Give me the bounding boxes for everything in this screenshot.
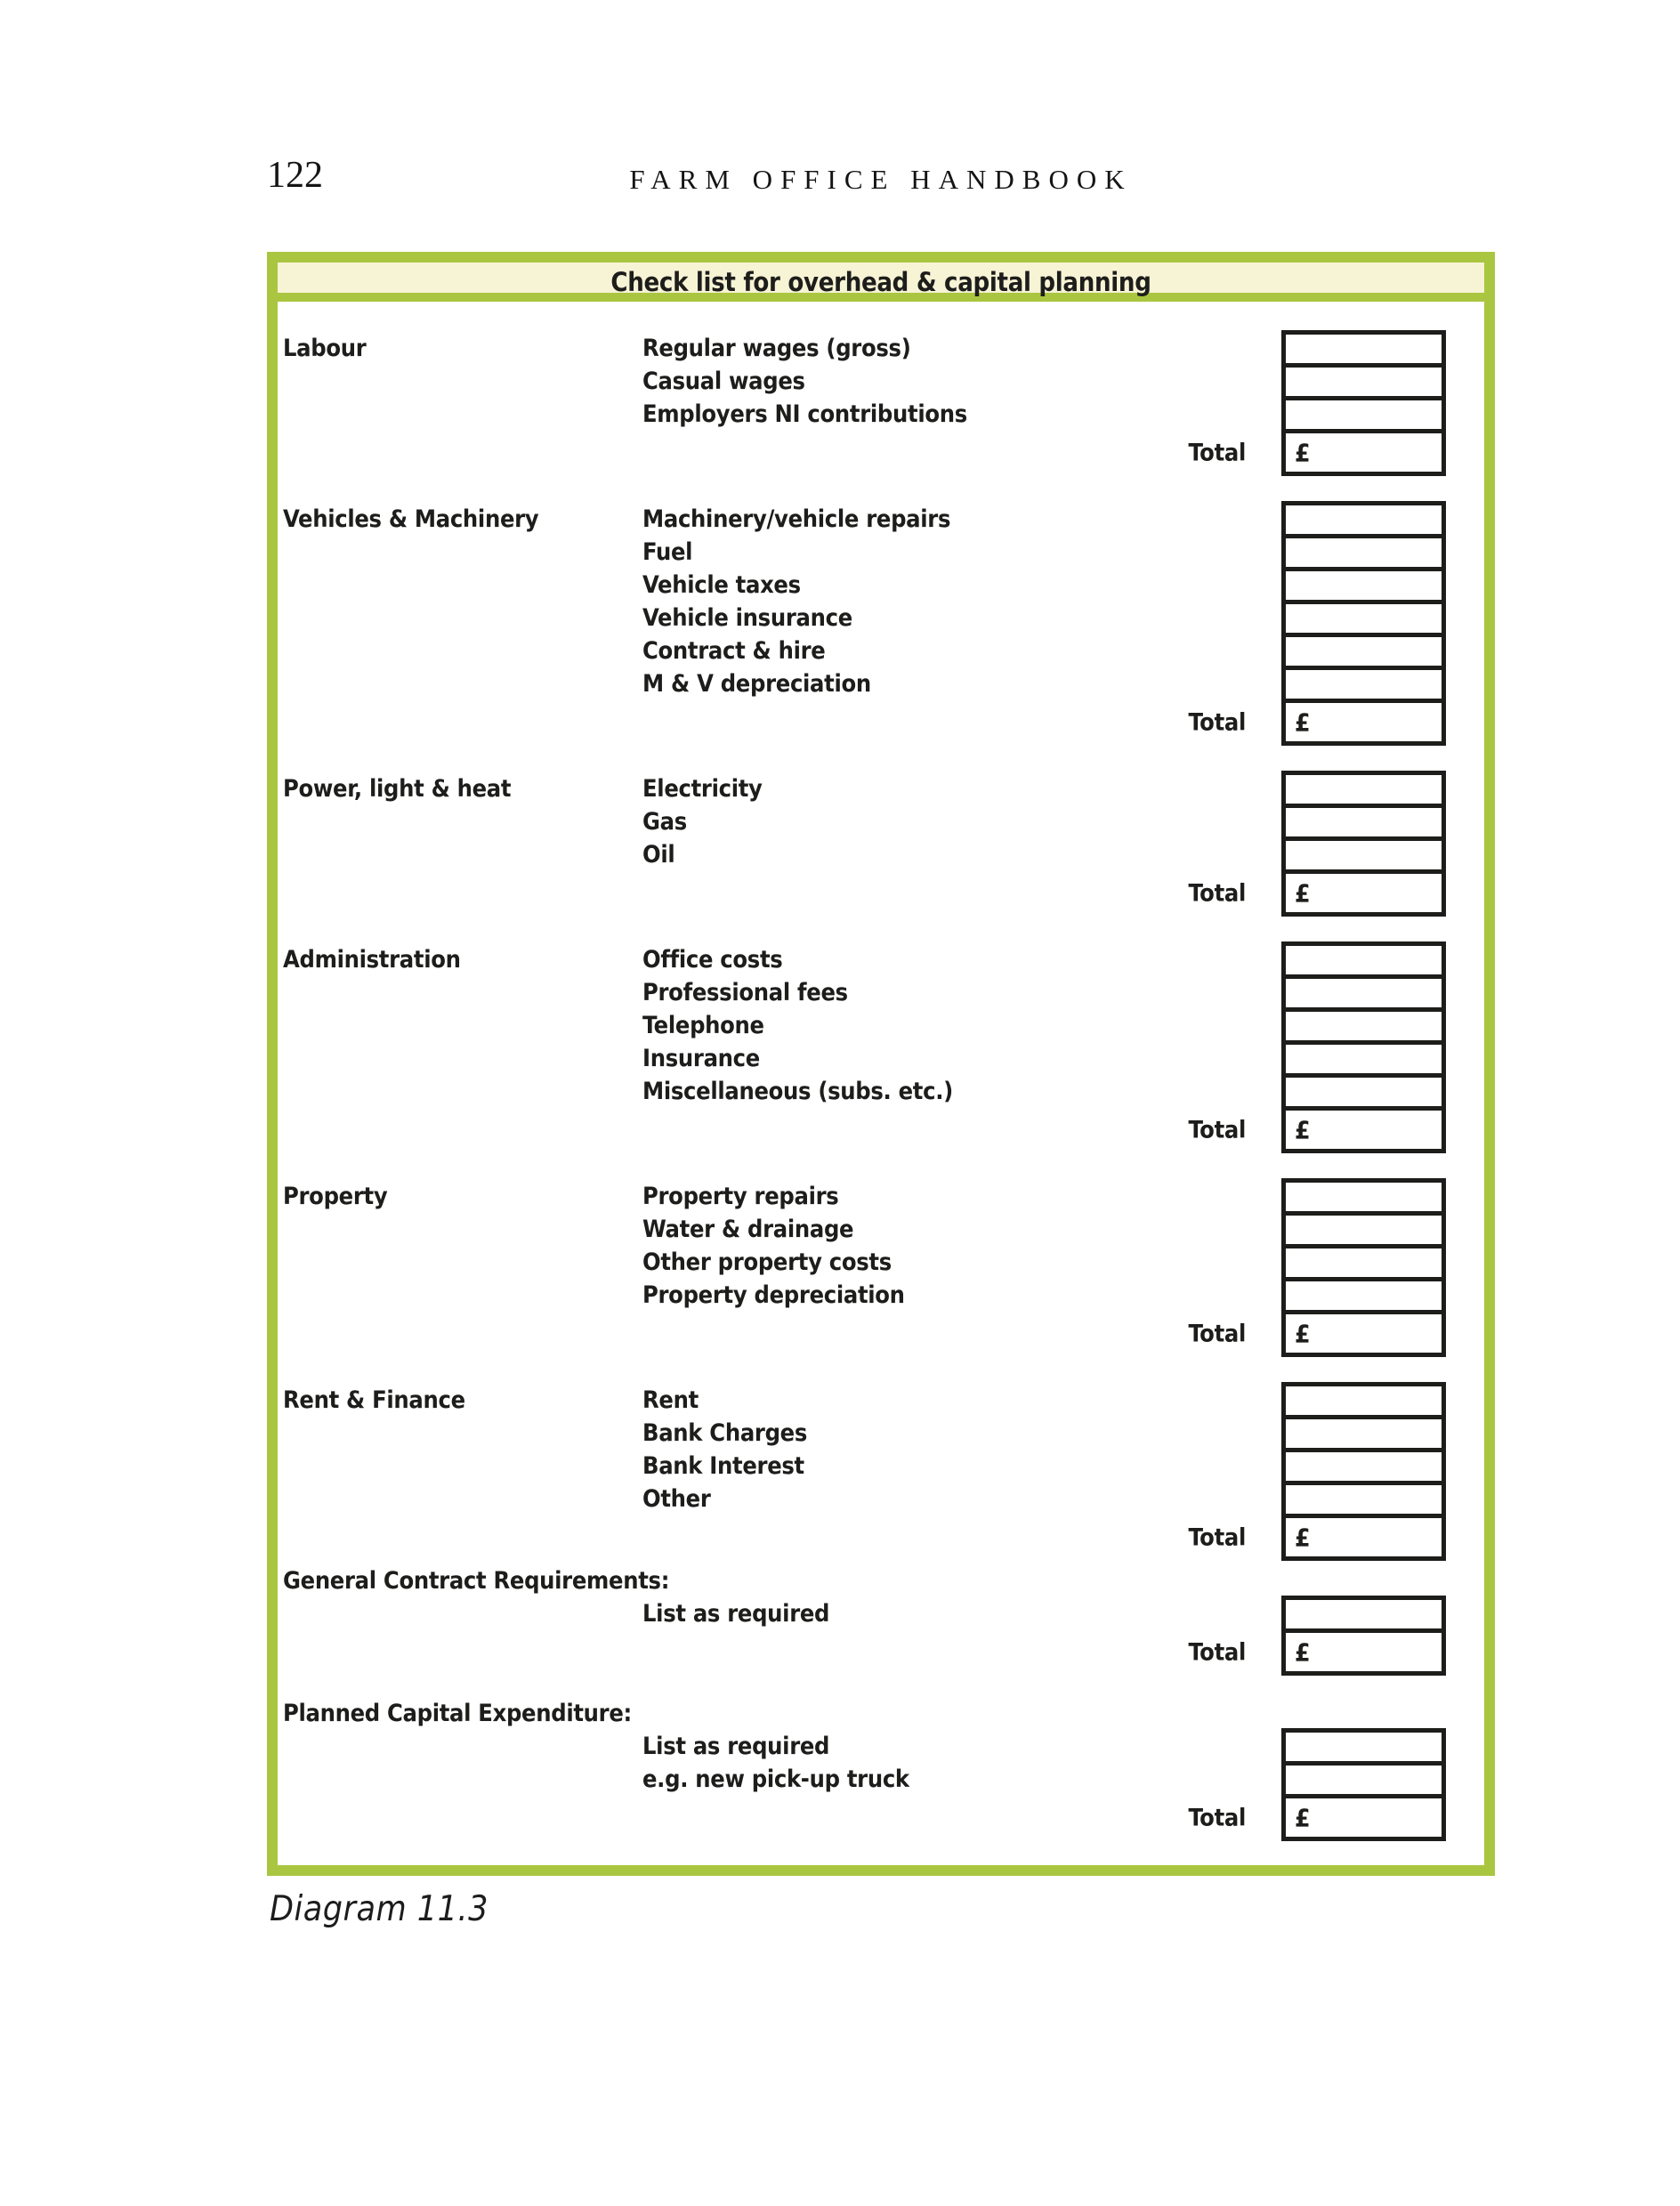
item-label: Casual wages — [642, 368, 805, 395]
total-label: Total — [1188, 439, 1246, 466]
item-label: Employers NI contributions — [642, 400, 967, 428]
entry-box — [1281, 1481, 1446, 1518]
diagram-caption: Diagram 11.3 — [270, 1889, 489, 1929]
item-label: M & V depreciation — [642, 670, 871, 698]
form-section-property — [283, 1180, 1446, 1357]
form-section-power-light-heat — [283, 772, 1446, 917]
section-boxes — [1188, 503, 1446, 746]
item-label: Property repairs — [642, 1183, 839, 1210]
item-label: Contract & hire — [642, 637, 826, 665]
section-items — [642, 1730, 1281, 1796]
box-stack — [1188, 1382, 1446, 1561]
section-items — [642, 1180, 1281, 1312]
form-section-vehicles-machinery — [283, 503, 1446, 746]
item-label: Professional fees — [642, 979, 848, 1006]
entry-box — [1281, 396, 1446, 433]
total-box — [1188, 1628, 1446, 1676]
checklist-frame — [267, 252, 1495, 1876]
pound-symbol: £ — [1295, 1637, 1311, 1667]
item-label: List as required — [642, 1733, 830, 1760]
section-items — [642, 1597, 1281, 1630]
item-label: Insurance — [642, 1045, 760, 1072]
entry-box — [1281, 363, 1446, 400]
total-box — [1188, 429, 1446, 476]
item-label: Oil — [642, 841, 675, 869]
total-label: Total — [1188, 1804, 1246, 1831]
section-items — [642, 503, 1281, 700]
section-row — [642, 943, 1446, 1153]
section-boxes — [1188, 1384, 1446, 1561]
section-row — [642, 1730, 1446, 1841]
item-label: List as required — [642, 1600, 830, 1628]
entry-box — [1281, 1244, 1446, 1281]
item-label: Bank Interest — [642, 1452, 804, 1480]
pound-symbol: £ — [1295, 1115, 1311, 1144]
entry-box — [1281, 1761, 1446, 1798]
section-label: Labour — [283, 335, 367, 362]
entry-box — [1281, 501, 1446, 538]
total-label: Total — [1188, 879, 1246, 907]
section-row — [642, 1597, 1446, 1676]
box-stack — [1188, 1178, 1446, 1357]
entry-box — [1281, 1596, 1446, 1633]
section-label: Vehicles & Machinery — [283, 505, 539, 533]
entry-box — [1281, 1073, 1446, 1111]
form-section-labour — [283, 332, 1446, 476]
entry-box — [1281, 1415, 1446, 1452]
entry-box — [1281, 941, 1446, 979]
section-row — [642, 772, 1446, 917]
item-label: Bank Charges — [642, 1419, 808, 1447]
entry-box — [1281, 600, 1446, 637]
section-label: Planned Capital Expenditure: — [283, 1700, 632, 1727]
section-boxes — [1188, 1180, 1446, 1357]
entry-box — [1281, 534, 1446, 571]
section-row — [642, 332, 1446, 476]
total-box — [1188, 869, 1446, 917]
item-label: Regular wages (gross) — [642, 335, 911, 362]
total-box — [1188, 1310, 1446, 1357]
entry-box — [1281, 1211, 1446, 1248]
box-stack — [1188, 330, 1446, 476]
total-label: Total — [1188, 1638, 1246, 1666]
item-label: e.g. new pick-up truck — [642, 1766, 909, 1793]
entry-box — [1281, 804, 1446, 841]
entry-box — [1281, 1382, 1446, 1419]
entry-box — [1281, 1178, 1446, 1216]
section-boxes — [1188, 1730, 1446, 1841]
box-stack — [1188, 771, 1446, 917]
checklist-title: Check list for overhead & capital planning — [278, 263, 1484, 302]
total-label: Total — [1188, 1523, 1246, 1551]
section-row — [642, 1384, 1446, 1561]
form-section-general-contract-requirements — [283, 1564, 1446, 1676]
item-label: Property depreciation — [642, 1281, 905, 1309]
pound-symbol: £ — [1295, 1803, 1311, 1832]
section-label: General Contract Requirements: — [283, 1567, 670, 1595]
total-box — [1188, 1514, 1446, 1561]
section-boxes — [1188, 332, 1446, 476]
section-boxes — [1188, 943, 1446, 1153]
item-label: Gas — [642, 808, 687, 836]
item-label: Other property costs — [642, 1248, 892, 1276]
item-label: Water & drainage — [642, 1216, 854, 1243]
entry-box — [1281, 1040, 1446, 1078]
box-stack — [1188, 1596, 1446, 1676]
section-items — [642, 1384, 1281, 1515]
form-body — [278, 332, 1484, 1841]
item-label: Telephone — [642, 1012, 764, 1039]
form-section-rent-finance — [283, 1384, 1446, 1561]
pound-symbol: £ — [1295, 878, 1311, 908]
total-box — [1188, 1794, 1446, 1841]
page-number: 122 — [267, 155, 323, 196]
item-label: Other — [642, 1485, 711, 1513]
item-label: Vehicle insurance — [642, 604, 852, 632]
item-label: Office costs — [642, 946, 783, 974]
entry-box — [1281, 836, 1446, 874]
entry-box — [1281, 974, 1446, 1012]
item-label: Electricity — [642, 775, 763, 803]
item-label: Miscellaneous (subs. etc.) — [642, 1078, 953, 1105]
section-boxes — [1188, 772, 1446, 917]
section-row — [642, 503, 1446, 746]
running-head-title: FARM OFFICE HANDBOOK — [629, 164, 1133, 195]
section-items — [642, 772, 1281, 871]
section-label: Rent & Finance — [283, 1386, 465, 1414]
section-label: Power, light & heat — [283, 775, 512, 803]
total-box — [1188, 699, 1446, 746]
pound-symbol: £ — [1295, 1523, 1311, 1552]
item-label: Machinery/vehicle repairs — [642, 505, 951, 533]
box-stack — [1188, 941, 1446, 1153]
total-label: Total — [1188, 1320, 1246, 1347]
box-stack — [1188, 501, 1446, 746]
item-label: Rent — [642, 1386, 699, 1414]
pound-symbol: £ — [1295, 707, 1311, 737]
section-items — [642, 943, 1281, 1108]
total-box — [1188, 1106, 1446, 1153]
form-section-administration — [283, 943, 1446, 1153]
section-items — [642, 332, 1281, 431]
entry-box — [1281, 666, 1446, 703]
item-label: Fuel — [642, 538, 693, 566]
pound-symbol: £ — [1295, 1319, 1311, 1348]
entry-box — [1281, 567, 1446, 604]
total-label: Total — [1188, 708, 1246, 736]
section-label: Administration — [283, 946, 461, 974]
section-boxes — [1188, 1597, 1446, 1676]
entry-box — [1281, 330, 1446, 368]
box-stack — [1188, 1728, 1446, 1841]
form-section-planned-capital-expenditure — [283, 1697, 1446, 1841]
entry-box — [1281, 1728, 1446, 1766]
item-label: Vehicle taxes — [642, 571, 801, 599]
pound-symbol: £ — [1295, 438, 1311, 467]
entry-box — [1281, 1277, 1446, 1314]
entry-box — [1281, 1007, 1446, 1045]
section-label: Property — [283, 1183, 388, 1210]
total-label: Total — [1188, 1116, 1246, 1143]
section-row — [642, 1180, 1446, 1357]
entry-box — [1281, 633, 1446, 670]
entry-box — [1281, 1448, 1446, 1485]
entry-box — [1281, 771, 1446, 808]
